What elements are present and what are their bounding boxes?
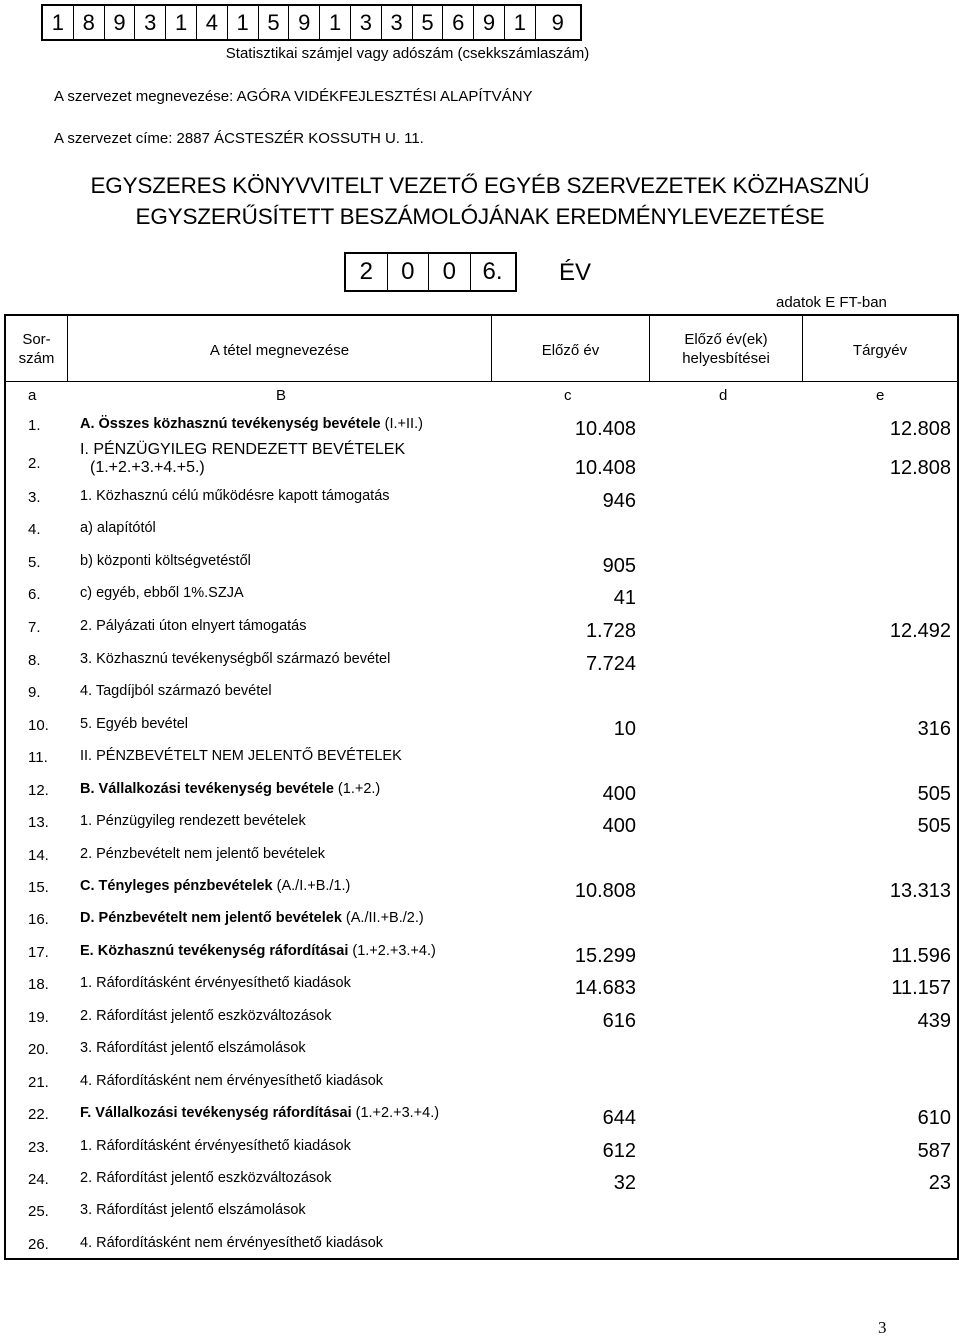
year-digit: 0 (429, 254, 471, 290)
row-label: 5. Egyéb bevétel (80, 716, 189, 732)
previous-year-value: 10.408 (574, 418, 636, 440)
table-row (6, 744, 957, 776)
previous-year-value: 946 (602, 490, 636, 512)
row-number: 7. (28, 619, 41, 636)
table-row (6, 906, 957, 938)
row-label: 3. Ráfordítást jelentő elszámolások (80, 1040, 306, 1056)
table-row (6, 1166, 957, 1198)
row-label: II. PÉNZBEVÉTELT NEM JELENTŐ BEVÉTELEK (80, 748, 402, 764)
tax-digit: 1 (505, 6, 536, 39)
row-number: 23. (28, 1139, 49, 1156)
tax-digit: 3 (135, 6, 166, 39)
row-number: 21. (28, 1074, 49, 1091)
row-number: 18. (28, 976, 49, 993)
row-number: 24. (28, 1171, 49, 1188)
row-label: 2. Ráfordítást jelentő eszközváltozások (80, 1170, 332, 1186)
previous-year-value: 32 (613, 1172, 636, 1194)
current-year-value: 11.157 (891, 977, 951, 999)
row-label: E. Közhasznú tevékenység ráfordításai (1.+2.+3.+4.) (80, 943, 436, 959)
organization-name: A szervezet megnevezése: AGÓRA VIDÉKFEJLESZTÉSI ALAPÍTVÁNY (54, 88, 533, 105)
row-label: c) egyéb, ebből 1%.SZJA (80, 585, 244, 601)
row-label: C. Tényleges pénzbevételek (A./I.+B./1.) (80, 878, 351, 894)
row-label: 2. Pénzbevételt nem jelentő bevételek (80, 846, 326, 862)
tax-digit: 1 (43, 6, 74, 39)
row-number: 4. (28, 521, 41, 538)
row-number: 12. (28, 782, 49, 799)
previous-year-value: 905 (602, 555, 636, 577)
table-row (6, 679, 957, 711)
header-sorszam: Sor- szám (18, 331, 55, 367)
current-year-value: 587 (917, 1140, 951, 1162)
tax-digit: 6 (443, 6, 474, 39)
page-number: 3 (878, 1318, 887, 1337)
row-number: 25. (28, 1203, 49, 1220)
table-row (6, 1231, 957, 1263)
row-number: 6. (28, 586, 41, 603)
previous-year-value: 10.808 (574, 880, 636, 902)
tax-digit: 3 (351, 6, 382, 39)
column-letter-b: B (276, 387, 287, 404)
year-digit: 0 (388, 254, 430, 290)
table-row (6, 939, 957, 971)
year-box (344, 252, 517, 292)
row-label: I. PÉNZÜGYILEG RENDEZETT BEVÉTELEK (1.+2.+3.+4.+5.) (80, 441, 406, 476)
row-number: 20. (28, 1041, 49, 1058)
tax-number-caption: Statisztikai számjel vagy adószám (csekkszámlaszám) (225, 45, 590, 62)
results-table (4, 314, 959, 1260)
tax-digit: 8 (74, 6, 105, 39)
tax-number-box (41, 4, 582, 41)
previous-year-value: 400 (602, 783, 636, 805)
row-number: 5. (28, 554, 41, 571)
row-number: 26. (28, 1236, 49, 1253)
current-year-value: 12.492 (889, 620, 951, 642)
table-row (6, 549, 957, 581)
table-row (6, 874, 957, 906)
tax-digit: 1 (166, 6, 197, 39)
row-number: 22. (28, 1106, 49, 1123)
previous-year-value: 14.683 (574, 977, 636, 999)
previous-year-value: 400 (602, 815, 636, 837)
tax-digit: 1 (320, 6, 351, 39)
row-label: 4. Tagdíjból származó bevétel (80, 683, 272, 699)
table-row (6, 971, 957, 1003)
organization-address: A szervezet címe: 2887 ÁCSTESZÉR KOSSUTH U. 11. (54, 130, 424, 147)
tax-digit: 9 (289, 6, 320, 39)
header-corrections: Előző év(ek) helyesbítései (682, 331, 770, 367)
previous-year-value: 616 (602, 1010, 636, 1032)
table-row (6, 777, 957, 809)
row-label: 1. Ráfordításként érvényesíthető kiadások (80, 1138, 351, 1154)
previous-year-value: 41 (613, 587, 636, 609)
row-number: 13. (28, 814, 49, 831)
previous-year-value: 644 (602, 1107, 636, 1129)
previous-year-value: 7.724 (585, 653, 636, 675)
row-label: 1. Ráfordításként érvényesíthető kiadások (80, 975, 351, 991)
row-label: 2. Ráfordítást jelentő eszközváltozások (80, 1008, 332, 1024)
table-row (6, 516, 957, 548)
current-year-value: 23 (928, 1172, 951, 1194)
tax-digit: 9 (474, 6, 505, 39)
table-row (6, 614, 957, 646)
previous-year-value: 1.728 (585, 620, 636, 642)
table-row (6, 647, 957, 679)
current-year-value: 316 (917, 718, 951, 740)
table-row (6, 842, 957, 874)
tax-digit: 1 (228, 6, 259, 39)
row-number: 8. (28, 652, 41, 669)
previous-year-value: 10 (613, 718, 636, 740)
row-number: 1. (28, 417, 41, 434)
report-title-line1: EGYSZERES KÖNYVVITELT VEZETŐ EGYÉB SZERVEZETEK KÖZHASZNÚ (90, 173, 870, 198)
row-number: 17. (28, 944, 49, 961)
row-number: 14. (28, 847, 49, 864)
table-row (6, 1101, 957, 1133)
tax-digit: 3 (382, 6, 413, 39)
header-item-name: A tétel megnevezése (209, 342, 350, 359)
row-label: B. Vállalkozási tevékenység bevétele (1.+2.) (80, 781, 381, 797)
row-number: 19. (28, 1009, 49, 1026)
year-digit: 6. (482, 258, 503, 285)
current-year-value: 11.596 (891, 945, 951, 967)
column-letter-a: a (28, 387, 37, 404)
row-label: 4. Ráfordításként nem érvényesíthető kiadások (80, 1235, 384, 1251)
row-label: b) központi költségvetéstől (80, 553, 251, 569)
current-year-value: 439 (917, 1010, 951, 1032)
row-number: 11. (28, 749, 48, 766)
units-note: adatok E FT-ban (776, 294, 887, 311)
row-number: 2. (28, 455, 41, 472)
table-row (6, 1198, 957, 1230)
table-row (6, 712, 957, 744)
column-letter-c: c (564, 387, 572, 404)
row-label: 1. Közhasznú célú működésre kapott támogatás (80, 488, 390, 504)
row-number: 16. (28, 911, 49, 928)
tax-digit: 9 (551, 10, 564, 35)
year-digit: 2 (346, 254, 388, 290)
previous-year-value: 612 (602, 1140, 636, 1162)
row-label: F. Vállalkozási tevékenység ráfordításai (1.+2.+3.+4.) (80, 1105, 440, 1121)
tax-digit: 9 (105, 6, 136, 39)
table-row (6, 484, 957, 516)
row-label: 3. Közhasznú tevékenységből származó bevétel (80, 651, 391, 667)
current-year-value: 505 (917, 783, 951, 805)
header-previous-year: Előző év (541, 342, 600, 359)
row-number: 3. (28, 489, 41, 506)
row-number: 9. (28, 684, 41, 701)
report-title-line2: EGYSZERŰSÍTETT BESZÁMOLÓJÁNAK EREDMÉNYLEVEZETÉSE (135, 204, 825, 229)
row-label: 1. Pénzügyileg rendezett bevételek (80, 813, 306, 829)
previous-year-value: 15.299 (574, 945, 636, 967)
row-label: 2. Pályázati úton elnyert támogatás (80, 618, 307, 634)
previous-year-value: 10.408 (574, 457, 636, 479)
row-label: D. Pénzbevételt nem jelentő bevételek (A./II.+B./2.) (80, 910, 424, 926)
current-year-value: 12.808 (889, 457, 951, 479)
column-letter-d: d (719, 387, 728, 404)
row-number: 10. (28, 717, 49, 734)
row-number: 15. (28, 879, 49, 896)
header-current-year: Tárgyév (852, 342, 908, 359)
row-label: a) alapítótól (80, 520, 156, 536)
column-letter-e: e (876, 387, 885, 404)
table-row (6, 809, 957, 841)
year-suffix: ÉV (559, 259, 592, 286)
current-year-value: 13.313 (889, 880, 951, 902)
tax-digit: 5 (413, 6, 444, 39)
table-row (6, 1004, 957, 1036)
table-row (6, 581, 957, 613)
row-label: A. Összes közhasznú tevékenység bevétele (I.+II.) (80, 416, 423, 432)
current-year-value: 12.808 (889, 418, 951, 440)
table-row (6, 1036, 957, 1068)
table-row (6, 439, 957, 479)
current-year-value: 610 (917, 1107, 951, 1129)
current-year-value: 505 (917, 815, 951, 837)
row-label: 4. Ráfordításként nem érvényesíthető kiadások (80, 1073, 384, 1089)
table-row (6, 1069, 957, 1101)
row-label: 3. Ráfordítást jelentő elszámolások (80, 1202, 306, 1218)
table-row (6, 1134, 957, 1166)
tax-digit: 5 (259, 6, 290, 39)
tax-digit: 4 (197, 6, 228, 39)
